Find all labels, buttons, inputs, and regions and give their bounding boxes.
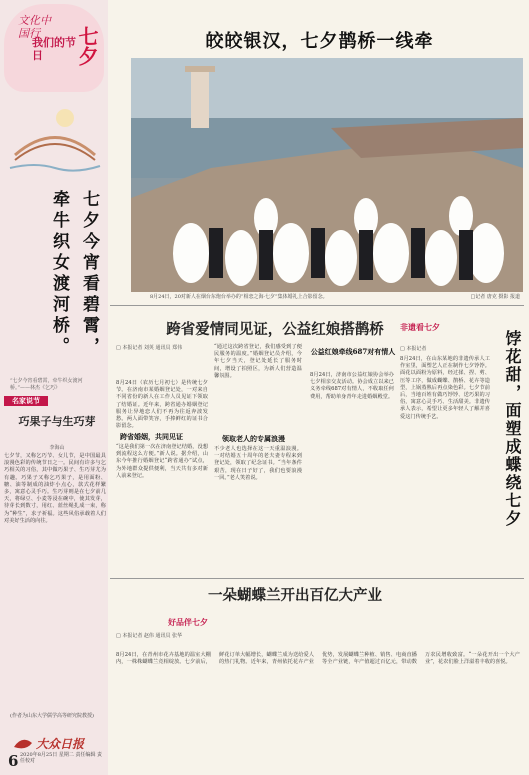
series-subtitle: 我们的节日	[32, 36, 76, 62]
page-info: 2020年8月25日 星期二 责任编辑 责任校对	[20, 752, 103, 764]
column-body: 七夕节，又称乞巧节、女儿节，是中国最具浪漫色彩的传统节日之一。民间有许多与乞巧相关的习俗，其中做巧果子、生巧芽尤为有趣。巧果子又称乞巧果子，是用面粉、糖、油等制成的油炸小点心，款式花样繁多，寓意心灵手巧。生巧芽则是在七夕前几天，将绿豆、小麦等浸在碗中，使其发芽，待芽长到数寸，用红、蓝丝绳扎成一束，称为“种生”，求子祈福。这些风俗承载着人们对美好生活的向往。	[4, 453, 106, 524]
bridge-illustration	[10, 100, 100, 180]
column-author: 李海山	[49, 445, 65, 451]
photo-credit: □记者 唐克 摄影 报道	[470, 294, 520, 300]
story1-headline: 跨省爱情同见证，公益红娘搭鹊桥	[166, 321, 384, 338]
story2-label: 非遗看七夕	[400, 322, 440, 332]
divider	[110, 578, 524, 579]
story2-body: 8月24日，在山东某地的非遗传承人工作室里，面塑艺人正在制作七夕饽饽。面花以面粉为原料，经过揉、捏、剪、压等工序，做成蝴蝶、鹊桥、花卉等造型，上锅蒸熟后再点染色彩。七夕节前后，当地百姓有做巧饽饽、送巧果的习俗，寓意心灵手巧、生活甜美。非遗传承人表示，希望让更多年轻人了解并喜爱这门传统手艺。	[400, 356, 490, 420]
column-note: (作者为山东大学儒学高等研究院教授)	[10, 713, 94, 719]
column-title: 巧果子与生巧芽	[18, 415, 96, 428]
page-number: 6	[8, 752, 19, 770]
story1-byline: □ 本报记者 刘英 通讯员 郑伟	[116, 345, 183, 351]
story1-para2: “这是我们第一次在济南登记结婚，没想到流程这么方便。”新人说。据介绍，山东今年推行婚姻登记“跨省通办”试点，为外地群众提供便利，当天共有多对新人前来登记。	[116, 444, 208, 479]
masthead-text: 大众日报	[36, 737, 85, 751]
story1-box-title: 公益红娘牵线687对有情人	[310, 347, 396, 356]
photo-illustration	[131, 58, 523, 292]
story3-byline: □ 本报记者 赵伟 通讯员 张华	[116, 633, 183, 639]
series-title: 文化中国行	[18, 14, 51, 40]
story2-headline: 饽花甜，面塑成蝶绕七夕	[503, 330, 522, 528]
poem-caption: “七夕今宵看碧霄，牵牛织女渡河桥。”——林杰《乞巧》	[10, 378, 83, 391]
festival-name: 七夕	[75, 26, 99, 66]
story3-body: 8月24日，在青州市花卉基地的温室大棚内，一株株蝴蝶兰竞相绽放。七夕前后，鲜花订单大幅增长，蝴蝶兰成为送给爱人的热门礼物。近年来，青州依托花卉产业优势，发展蝴蝶兰种植、销售、电商直播等全产业链，年产值超过百亿元，带动数万农民增收致富。“一朵花开出一个大产业”，花农们脸上洋溢着丰收的喜悦。	[116, 652, 520, 666]
story1-para4: 不少老人也选择在这一天重温浪漫。一对结婚五十周年的老夫妻专程来到登记处，领取了纪念证书。“当年条件艰苦，现在日子好了，我们也要浪漫一回。”老人笑着说。	[214, 446, 302, 481]
poem-vertical: 七夕今宵看碧霄，牵牛织女渡河桥。	[49, 190, 99, 358]
story1-para1: 8月24日（农历七月初七）是传统七夕节。在济南市某婚姻登记处，一对来自不同省份的新人在工作人员见证下领取了结婚证。近年来，跨省通办婚姻登记服务让异地恋人们不再为往返奔波发愁。两人面带笑容，手捧鲜红的证书合影留念。	[116, 380, 208, 430]
photo-caption: 8月24日，20对新人在烟台东炮台举办的“相恋之海·七夕”集体婚礼上合影留念。	[150, 294, 328, 300]
column-label: 名家说节	[4, 396, 48, 406]
story2-byline: □ 本报记者	[400, 346, 427, 352]
story1-subhead2: 领取老人的专属浪漫	[222, 434, 285, 443]
divider	[110, 305, 524, 306]
story3-label: 好品伴七夕	[168, 617, 208, 627]
story1-box-body: 8月24日，济南市公益红娘协会举办七夕相亲交友活动。协会成立以来已义务牵线687对有情人，不收取任何费用，帮助单身青年走进婚姻殿堂。	[310, 372, 394, 400]
story1-para3: “通过这次跨省登记，我们感受到了便民服务的温度。”婚姻登记员介绍，今年七夕当天，登记处延长了服务时间，增设了拍照区，为新人们营造温馨氛围。	[214, 344, 302, 379]
page-headline: 皎皎银汉，七夕鹊桥一线牵	[205, 31, 434, 52]
story3-headline: 一朵蝴蝶兰开出百亿大产业	[208, 587, 382, 604]
story1-subhead1: 跨省婚姻，共同见证	[120, 432, 183, 441]
wedding-photo	[131, 58, 523, 292]
